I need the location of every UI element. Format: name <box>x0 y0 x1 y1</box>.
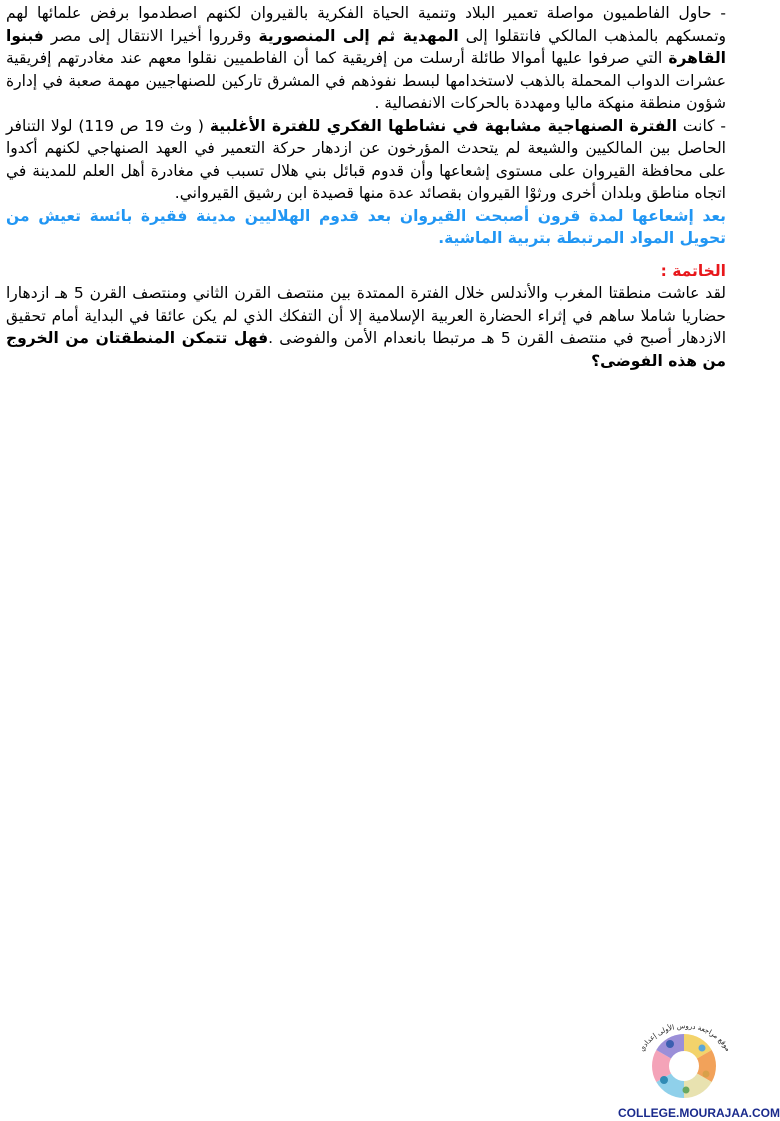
bold-phrase: فبنوا القاهرة <box>6 26 726 67</box>
logo-caption: COLLEGE.MOURAJAA.COM <box>618 1106 780 1120</box>
paragraph-text: ( وث 19 ص 119) لولا التنافر الحاصل بين المالكيين والشيعة لم يتحدث المؤرخون عن ازدهار حركة التعمير في العهد الصنهاجي لكنهم أكدوا على محافظة القيروان على مستوى إشعاعها وأن قدوم قبائل بني هلال تسبب في مغادرة أهل العلم للمدينة في اتجاه مناطق وبلدان أخرى ورثوْا القيروان بقصائد عدة منها قصيدة ابن رشيق القيرواني. <box>6 116 726 202</box>
paragraph-sanhaja <box>6 115 726 205</box>
paragraph-text: - كانت <box>677 116 727 135</box>
site-logo <box>618 1020 780 1120</box>
paragraph-text: وقرروا أخيرا الانتقال إلى مصر <box>43 26 259 45</box>
conclusion-question: فهل تتمكن المنطقتان من الخروج من هذه الفوضى؟ <box>6 329 726 370</box>
conclusion-title: الخاتمة : <box>660 261 726 280</box>
bold-phrase: الفترة الصنهاجية مشابهة في نشاطها الفكري للفترة الأغلبية <box>209 116 678 135</box>
logo-wheel-icon <box>618 1020 760 1102</box>
document-body <box>6 2 726 372</box>
paragraph-text: - حاول الفاطميون مواصلة تعمير البلاد وتنمية الحياة الفكرية بالقيروان لكنهم اصطدموا برفض علمائها لهم وتمسكهم بالمذهب المالكي فانتقلوا إلى <box>6 4 726 45</box>
highlight-sentence: بعد إشعاعها لمدة قرون أصبحت القيروان بعد قدوم الهلاليين مدينة فقيرة بائسة تعيش من تحويل المواد المرتبطة بتربية الماشية. <box>6 206 726 247</box>
paragraph-fatimids <box>6 2 726 115</box>
paragraph-text: التي صرفوا عليها أموالا طائلة أرسلت من إفريقية كما أن الفاطميين نقلوا معهم عند مغادرتهم إفريقية عشرات الدواب المحملة بالذهب لاستخدامها لبسط نفوذهم في المشرق تاركين للصنهاجيين مهمة صعبة في إدارة شؤون منطقة منهكة ماليا ومهددة بالحركات الانفصالية . <box>6 49 726 112</box>
logo-arc-text: موقع مراجعة دروس الأولى إعدادي <box>637 1022 733 1053</box>
conclusion-paragraph <box>6 282 726 372</box>
conclusion-text: لقد عاشت منطقتا المغرب والأندلس خلال الفترة الممتدة بين منتصف القرن الثاني ومنتصف القرن 5 هـ ازدهارا حضاريا شاملا ساهم في إثراء الحضارة العربية الإسلامية إلا أن التفكك الذي لم يكن عائقا في البداية أمام تحقيق الازدهار أصبح في منتصف القرن 5 هـ مرتبطا بانعدام الأمن والفوضى . <box>6 284 727 347</box>
bold-phrase: المهدية ثم إلى المنصورية <box>258 26 459 45</box>
